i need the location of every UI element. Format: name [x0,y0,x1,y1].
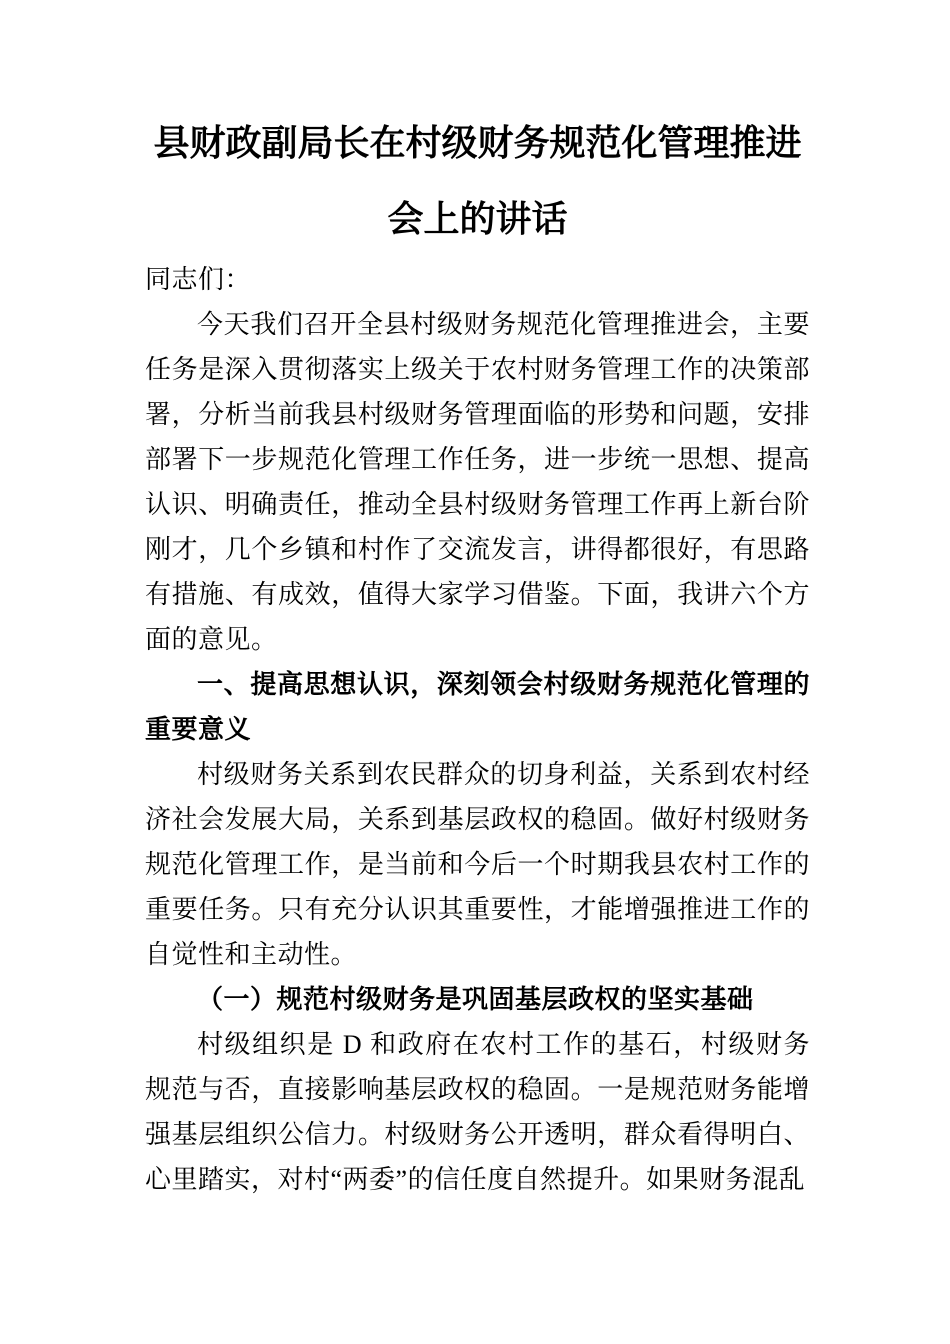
salutation: 同志们： [145,265,252,294]
section-1-heading: 一、提高思想认识，深刻领会村级财务规范化管理的重要意义 [145,669,810,744]
paragraph-opening: 今天我们召开全县村级财务规范化管理推进会，主要任务是深入贯彻落实上级关于农村财务管理工作的决策部署，分析当前我县村级财务管理面临的形势和问题，安排部署下一步规范化管理工作任务，进一步统一思想、提高认识、明确责任，推动全县村级财务管理工作再上新台阶刚才，几个乡镇和村作了交流发言，讲得都很好，有思路有措施、有成效，值得大家学习借鉴。下面，我讲六个方面的意见。 [145,310,810,654]
document-title-line-2: 会上的讲话 [387,199,568,239]
document-title [145,105,810,257]
paragraph-subsection-1-1-body: 村级组织是 D 和政府在农村工作的基石，村级财务规范与否，直接影响基层政权的稳固。一是规范财务能增强基层组织公信力。村级财务公开透明，群众看得明白、心里踏实，对村“两委”的信任度自然提升。如果财务混乱 [145,1030,810,1194]
document-title-line-1: 县财政副局长在村级财务规范化管理推进 [153,123,802,163]
subsection-1-1-heading: （一）规范村级财务是巩固基层政权的坚实基础 [197,985,754,1014]
paragraph-section-1-intro: 村级财务关系到农民群众的切身利益，关系到农村经济社会发展大局，关系到基层政权的稳固。做好村级财务规范化管理工作，是当前和今后一个时期我县农村工作的重要任务。只有充分认识其重要性，才能增强推进工作的自觉性和主动性。 [145,760,810,969]
